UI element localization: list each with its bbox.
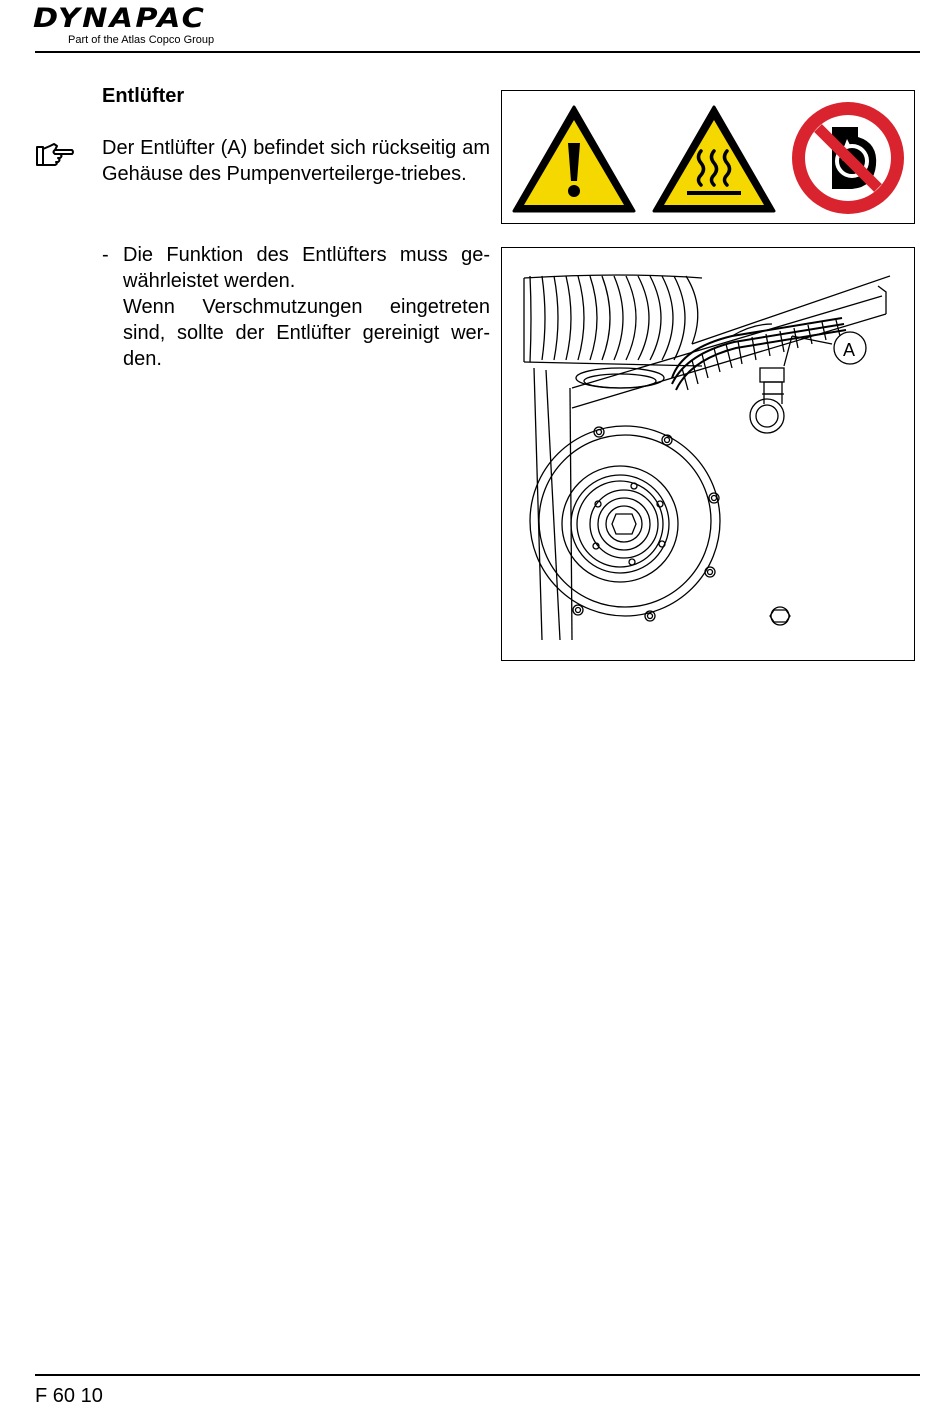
general-warning-icon (514, 107, 634, 211)
note-paragraph: Der Entlüfter (A) befindet sich rückseitig am Gehäuse des Pumpenverteilerge-triebes. (102, 137, 490, 185)
brand-tagline: Part of the Atlas Copco Group (68, 34, 215, 46)
brand-name: DYNAPAC (33, 3, 207, 34)
pointing-hand-icon (35, 141, 75, 167)
page-code: F 60 10 (35, 1385, 103, 1407)
bullet-marker: - (102, 244, 109, 266)
no-rotation-prohibition-icon (792, 102, 904, 214)
callout-label-a: A (842, 340, 855, 360)
bullet-item (102, 242, 490, 372)
footer-rule (35, 1374, 920, 1376)
breather-illustration (501, 247, 915, 661)
warning-signs-panel (501, 90, 915, 224)
section-title: Entlüfter (102, 85, 185, 107)
bullet-text-2: Wenn Verschmutzungen eingetreten sind, sollte der Entlüfter gereinigt wer-den. (123, 296, 490, 370)
hot-surface-warning-icon (654, 107, 774, 211)
bullet-text-1: Die Funktion des Entlüfters muss ge-währleistet werden. (123, 244, 490, 292)
header-rule (35, 51, 920, 53)
dynapac-logo (33, 4, 263, 48)
